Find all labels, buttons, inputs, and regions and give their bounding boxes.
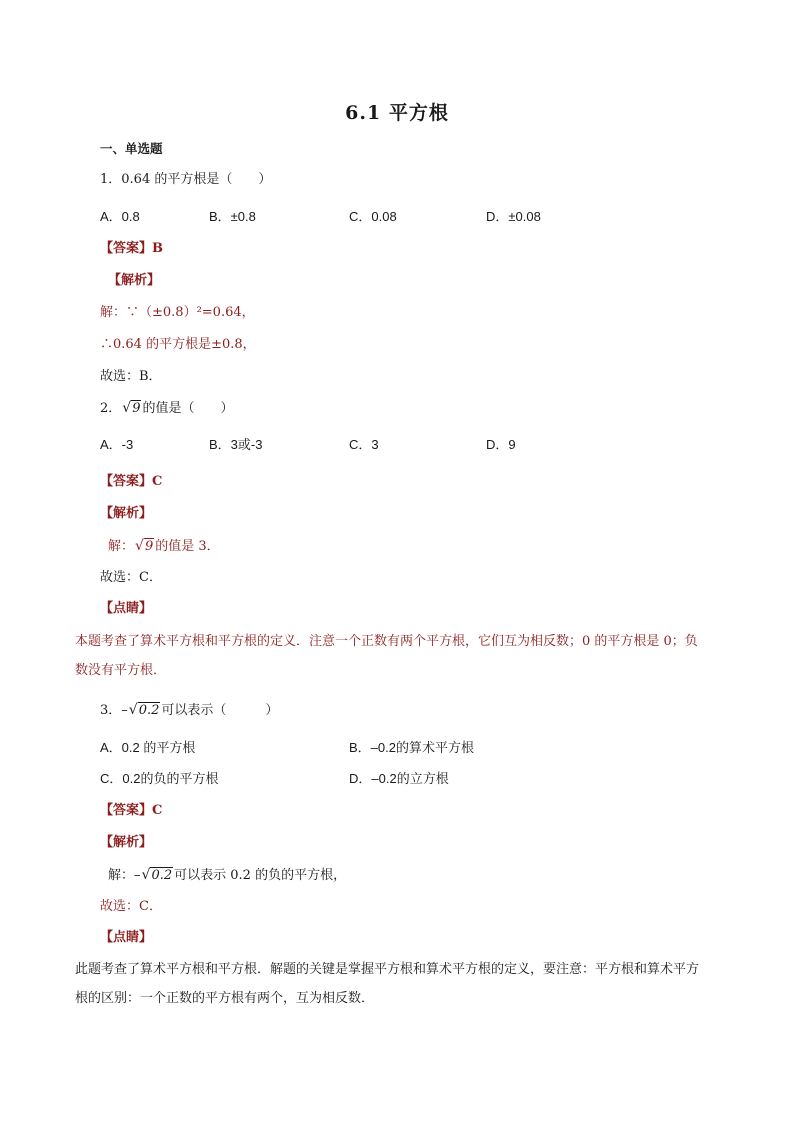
q3-solution-line: [108, 866, 346, 885]
q3-comment-text: 此题考查了算术平方根和平方根．解题的关键是掌握平方根和算术平方根的定义，要注意：平方根和算术平方根的区别：一个正数的平方根有两个，互为相反数．: [75, 962, 700, 1006]
q3-option-b: B．–0.2的算术平方根: [349, 740, 474, 755]
q2-number: 2．: [100, 401, 122, 416]
q2-solution-radicand: 9: [144, 539, 154, 554]
question-1-stem: 1．0.64 的平方根是（ ）: [100, 172, 272, 187]
radical-sign-icon: √: [135, 538, 144, 554]
sqrt-0-2-expression: [129, 701, 161, 720]
q2-option-b: B．3或-3: [209, 437, 263, 452]
q3-radicand: 0.2: [138, 703, 160, 718]
radical-sign-icon: √: [141, 867, 151, 883]
q2-analysis-label: 【解析】: [100, 506, 153, 521]
q3-solution-radicand: 0.2: [151, 868, 173, 883]
q3-negative-sign: –: [121, 703, 128, 718]
q2-comment-label: 【点睛】: [100, 601, 153, 616]
q3-choice-line: 故选：C．: [100, 899, 162, 914]
q3-stem-tail: 可以表示（ ）: [161, 703, 279, 718]
q2-radicand: 9: [132, 401, 141, 416]
q1-option-a: A．0.8: [100, 209, 140, 224]
q1-answer: 【答案】B: [100, 241, 163, 256]
question-2-stem: [100, 399, 234, 418]
sqrt-9-expression: [122, 399, 141, 418]
q1-choice-line: 故选：B．: [100, 369, 162, 384]
q3-solution-prefix: 解：–: [108, 868, 141, 883]
q2-solution-line: [108, 537, 220, 556]
q3-comment-label: 【点睛】: [100, 930, 153, 945]
q3-answer: 【答案】C: [100, 803, 163, 818]
q2-answer: 【答案】C: [100, 474, 163, 489]
q2-choice-line: 故选：C．: [100, 570, 162, 585]
q2-solution-prefix: 解：: [108, 539, 135, 554]
radical-sign-icon: √: [122, 400, 132, 416]
q1-option-c: C．0.08: [349, 209, 397, 224]
q3-option-d: D．–0.2的立方根: [349, 771, 449, 786]
q3-analysis-label: 【解析】: [100, 835, 153, 850]
q3-number: 3．: [100, 703, 122, 718]
q2-option-c: C．3: [349, 437, 379, 452]
q3-option-c: C．0.2的负的平方根: [100, 771, 219, 786]
q2-option-a: A．-3: [100, 437, 134, 452]
q1-option-d: D．±0.08: [486, 209, 541, 224]
radical-sign-icon: √: [128, 702, 138, 718]
q1-solution-line-1: 解：∵（±0.8）²=0.64，: [100, 305, 255, 320]
q2-option-d: D．9: [486, 437, 516, 452]
sqrt-9-solution-expression: [135, 537, 154, 556]
q3-solution-tail: 可以表示 0.2 的负的平方根，: [174, 868, 347, 883]
q3-option-a: A．0.2 的平方根: [100, 740, 196, 755]
q2-comment-text: 本题考查了算术平方根和平方根的定义．注意一个正数有两个平方根，它们互为相反数；0 的平方根是 0；负数没有平方根．: [75, 634, 698, 678]
q1-analysis-label: 【解析】: [108, 273, 161, 288]
question-3-stem: [100, 701, 278, 720]
q1-solution-line-2: ∴0.64 的平方根是±0.8，: [100, 337, 256, 352]
section-heading: 一、单选题: [100, 141, 163, 156]
page-title: 6.1 平方根: [345, 102, 449, 124]
q2-stem-tail: 的值是（ ）: [142, 401, 234, 416]
sqrt-0-2-solution-expression: [142, 866, 174, 885]
q2-solution-tail: 的值是 3．: [155, 539, 220, 554]
q1-option-b: B．±0.8: [209, 209, 256, 224]
